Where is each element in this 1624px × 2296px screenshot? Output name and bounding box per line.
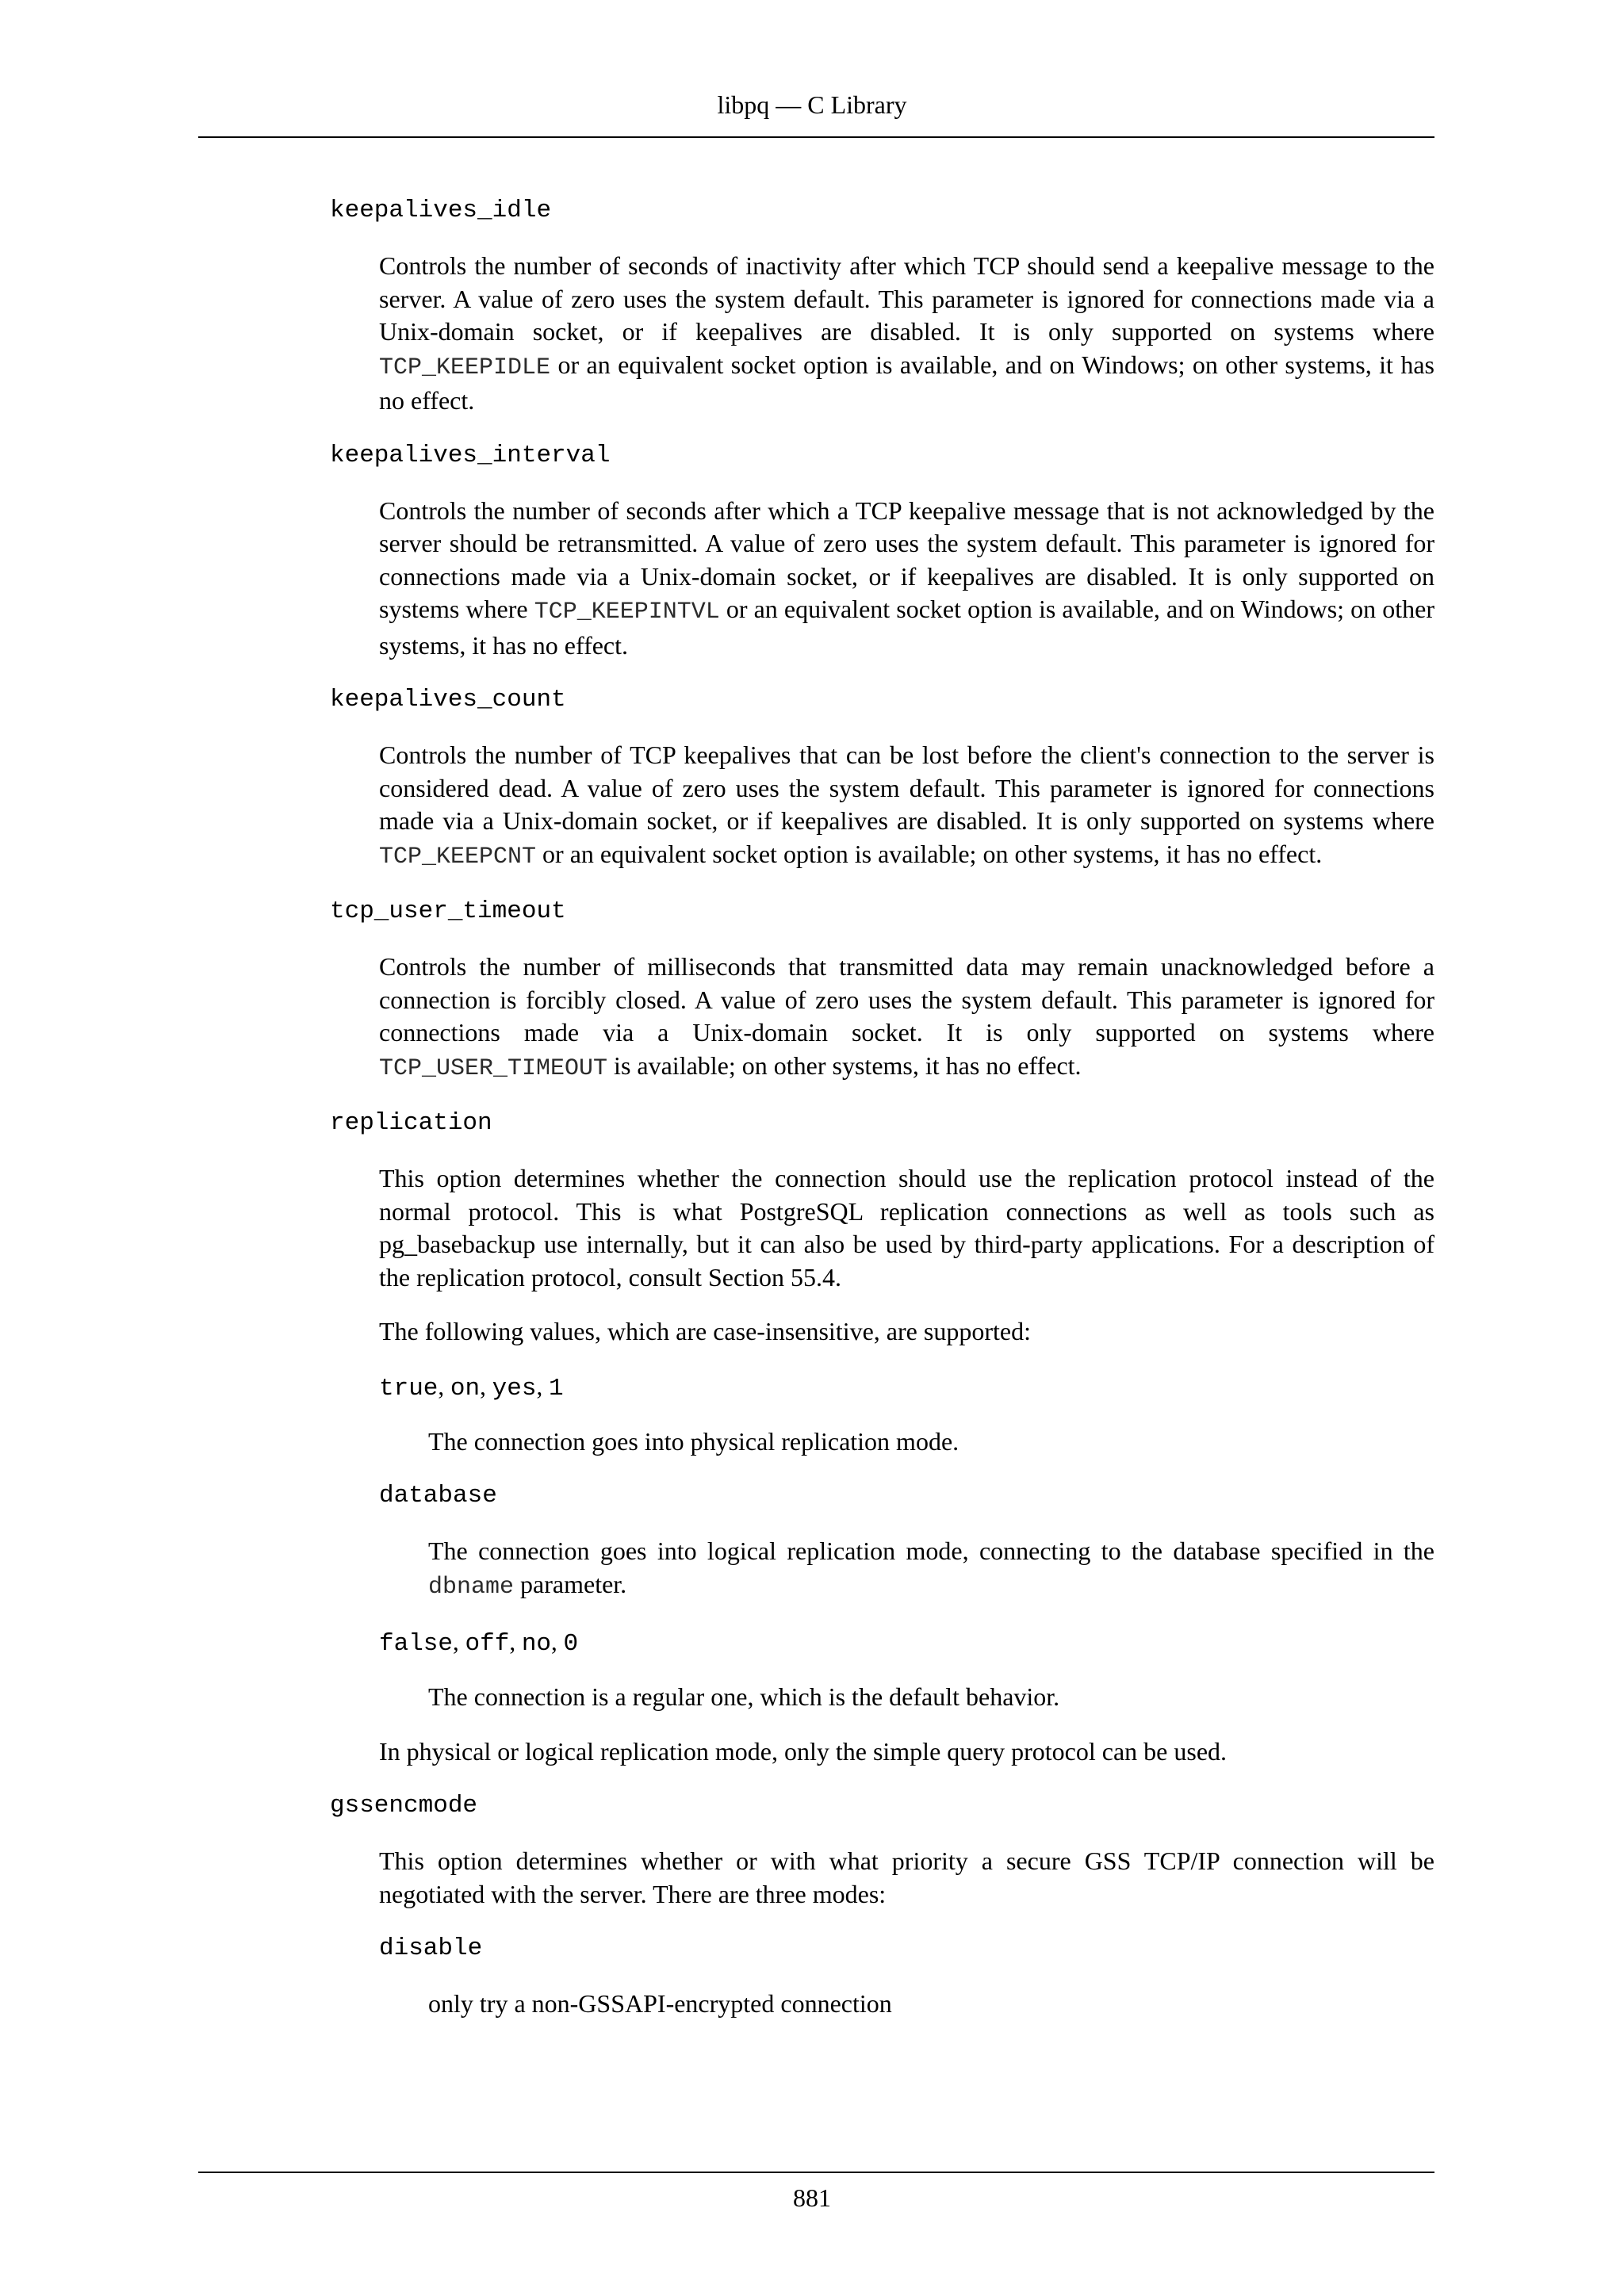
desc-replication-false: The connection is a regular one, which is the default behavior. xyxy=(428,1682,1060,1711)
running-header: libpq — C Library xyxy=(717,90,907,119)
footer-rule xyxy=(198,2172,1434,2173)
code-tcp-user-timeout: TCP_USER_TIMEOUT xyxy=(379,1054,608,1082)
term-replication-false-values: false, off, no, 0 xyxy=(379,1628,579,1658)
header-rule xyxy=(198,136,1434,138)
desc-gssencmode-disable: only try a non-GSSAPI-encrypted connection xyxy=(428,1989,892,2018)
code-dbname: dbname xyxy=(428,1573,515,1601)
desc-replication-database: The connection goes into logical replication mode, connecting to the database specified in the dbname parameter. xyxy=(428,1536,1434,1601)
code-tcp-keepintvl: TCP_KEEPINTVL xyxy=(534,599,720,626)
desc-tcp-user-timeout: Controls the number of milliseconds that transmitted data may remain unacknowledged before a connection is forcibly closed. A value of zero uses the system default. This parameter is ignored for connections made via a Unix-domain socket. It is only supported on systems where TCP_USER_TIMEOUT is available; on other systems, it has no effect. xyxy=(379,952,1434,1082)
replication-note: In physical or logical replication mode, only the simple query protocol can be used. xyxy=(379,1736,1228,1766)
desc-keepalives-idle: Controls the number of seconds of inactivity after which TCP should send a keepalive message to the server. A value of zero uses the system default. This parameter is ignored for connections made via a Unix-domain socket, or if keepalives are disabled. It is only supported on systems where TCP_KEEPIDLE or an equivalent socket option is available, and on Windows; on other systems, it has no effect. xyxy=(379,251,1434,415)
desc-keepalives-interval: Controls the number of seconds after which a TCP keepalive message that is not acknowledged by the server should be retransmitted. A value of zero uses the system default. This parameter is ignored for connections made via a Unix-domain socket, or if keepalives are disabled. It is only supported on systems where TCP_KEEPINTVL or an equivalent socket option is available, and on Windows; on other systems, it has no effect. xyxy=(379,496,1435,660)
replication-values-intro: The following values, which are case-insensitive, are supported: xyxy=(379,1317,1031,1345)
term-gssencmode-disable: disable xyxy=(379,1934,483,1962)
desc-replication: This option determines whether the connection should use the replication protocol instead of the normal protocol. This is what PostgreSQL replication connections as well as tools such as pg_basebackup use internally, but it can also be used by third-party applications. For a description of the replication protocol, consult Section 55.4. xyxy=(379,1164,1434,1292)
term-keepalives-idle: keepalives_idle xyxy=(330,197,552,224)
term-keepalives-count: keepalives_count xyxy=(330,686,566,714)
term-gssencmode: gssencmode xyxy=(330,1792,478,1820)
desc-keepalives-count: Controls the number of TCP keepalives that can be lost before the client's connection to the server is considered dead. A value of zero uses the system default. This parameter is ignored for connections made via a Unix-domain socket, or if keepalives are disabled. It is only supported on systems where TCP_KEEPCNT or an equivalent socket option is available; on other systems, it has no effect. xyxy=(379,740,1434,871)
term-replication: replication xyxy=(330,1109,492,1137)
parameter-list xyxy=(330,194,1434,2021)
term-tcp-user-timeout: tcp_user_timeout xyxy=(330,897,566,925)
code-tcp-keepidle: TCP_KEEPIDLE xyxy=(379,354,551,381)
desc-gssencmode: This option determines whether or with what priority a secure GSS TCP/IP connection will be negotiated with the server. There are three modes: xyxy=(379,1846,1434,1908)
code-tcp-keepcnt: TCP_KEEPCNT xyxy=(379,843,537,871)
page-number: 881 xyxy=(793,2183,831,2212)
term-keepalives-interval: keepalives_interval xyxy=(330,441,611,469)
desc-replication-true: The connection goes into physical replication mode. xyxy=(428,1426,959,1456)
term-replication-true-values: true, on, yes, 1 xyxy=(379,1372,564,1402)
term-replication-database: database xyxy=(379,1482,497,1510)
